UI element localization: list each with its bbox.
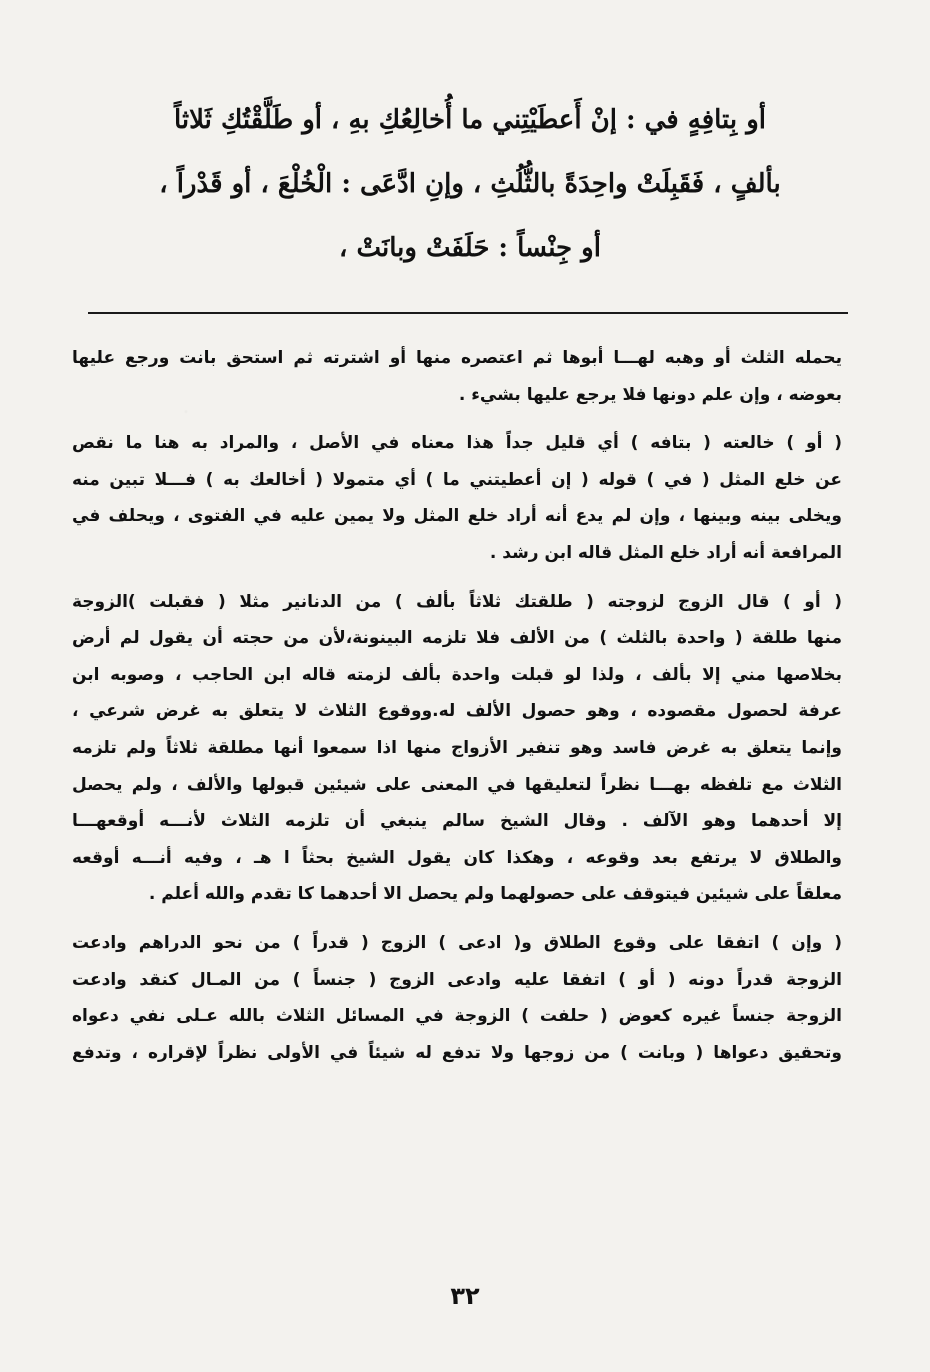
- text-line: ( أو ) قال الزوج لزوجته ( طلقتك ثلاثاً بألف ) من الدنانير مثلا ( فقبلت )الزوجة: [72, 591, 842, 612]
- commentary-paragraph-2: [72, 425, 842, 571]
- text-line: يحمله الثلث أو وهبه لهـــا أبوها ثم اعتصره منها أو اشترته ثم استحق بانت ورجع عليها: [72, 348, 842, 368]
- commentary-text: [72, 340, 842, 1083]
- matn-line-2: بألفٍ ، فَقَبِلَتْ واحِدَةً بالثُّلُثِ ، وإنِ ادَّعَى : الْخُلْعَ ، أو قَدْراً ،: [159, 169, 781, 199]
- horizontal-divider: [88, 312, 848, 314]
- text-line: عرفة لحصول مقصوده ، وهو حصول الألف له.ووقوع الثلاث لا يتعلق به غرض شرعي ،: [72, 701, 842, 722]
- text-line: المرافعة أنه أراد خلع المثل قاله ابن رشد .: [489, 542, 842, 563]
- matn-line-3: أو جِنْساً : حَلَفَتْ وبانَتْ ،: [339, 233, 601, 263]
- text-line: إلا أحدهما وهو الآلف . وقال الشيخ سالم ينبغي أن تلزمه الثلاث لأنـــه أوقعهـــا: [72, 811, 842, 832]
- text-line: ويخلى بينه وبينها ، وإن لم يدع أنه أراد خلع المثل ولا يمين عليه في الفتوى ، ويحلف في: [72, 506, 842, 527]
- text-line: معلقاً على شيئين فيتوقف على حصولهما ولم يحصل الا أحدهما كا تقدم والله أعلم .: [148, 884, 842, 905]
- text-line: ( وإن ) اتفقا على وقوع الطلاق و( ادعى ) الزوج ( قدراً ) من نحو الدراهم وادعت: [72, 932, 842, 953]
- text-line: الثلاث مع تلفظه بهـــا نظراً لتعليقها في المعنى على شيئين قبولها والألف ، ولم يحصل: [72, 774, 842, 795]
- text-line: منها طلقة ( واحدة بالثلث ) من الألف فلا تلزمه البينونة،لأن من حجته أن يقول لم أرض: [72, 628, 842, 649]
- text-line: وإنما يتعلق به غرض فاسد وهو تنفير الأزواج منها اذا سمعوا أنها مطلقة ثلاثاً ولم تلزمه: [72, 737, 842, 758]
- page-number: ٣٢: [450, 1282, 480, 1310]
- commentary-paragraph-1: [72, 340, 842, 413]
- commentary-paragraph-4: [72, 925, 842, 1071]
- commentary-paragraph-3: [72, 584, 842, 913]
- text-line: بعوضه ، وإن علم دونها فلا يرجع عليها بشيء .: [458, 384, 842, 405]
- text-line: عن خلع المثل ( في ) قوله ( إن أعطيتني ما ) أي متمولا ( أخالعك به ) فـــلا تبين منه: [72, 469, 842, 490]
- matn-line-1: أو بِتافِهٍ في : إنْ أَعطَيْتِني ما أُخالِعُكِ بهِ ، أو طَلَّقْتُكِ ثَلاثاً: [174, 105, 766, 135]
- text-line: الزوجة قدراً دونه ( أو ) اتفقا عليه وادعى الزوج ( جنساً ) من المـال كنقد وادعت: [72, 969, 842, 990]
- matn-text: [100, 88, 840, 280]
- text-line: بخلاصها مني إلا بألف ، ولذا لو قبلت واحدة بألف لزمته قاله ابن الحاجب ، وصوبه ابن: [72, 664, 842, 685]
- text-line: الزوجة جنساً غيره كعوض ( حلفت ) الزوجة في المسائل الثلاث بالله عـلى نفي دعواه: [72, 1006, 842, 1027]
- text-line: ( أو ) خالعته ( بتافه ) أي قليل جداً هذا معناه في الأصل ، والمراد به هنا ما نقص: [72, 433, 842, 454]
- text-line: والطلاق لا يرتفع بعد وقوعه ، وهكذا كان يقول الشيخ بحثاً ا هـ ، وفيه أنـــه أوقعه: [72, 847, 842, 868]
- text-line: وتحقيق دعواها ( وبانت ) من زوجها ولا تدفع له شيئاً في الأولى نظراً لإقراره ، وتدفع: [72, 1042, 842, 1063]
